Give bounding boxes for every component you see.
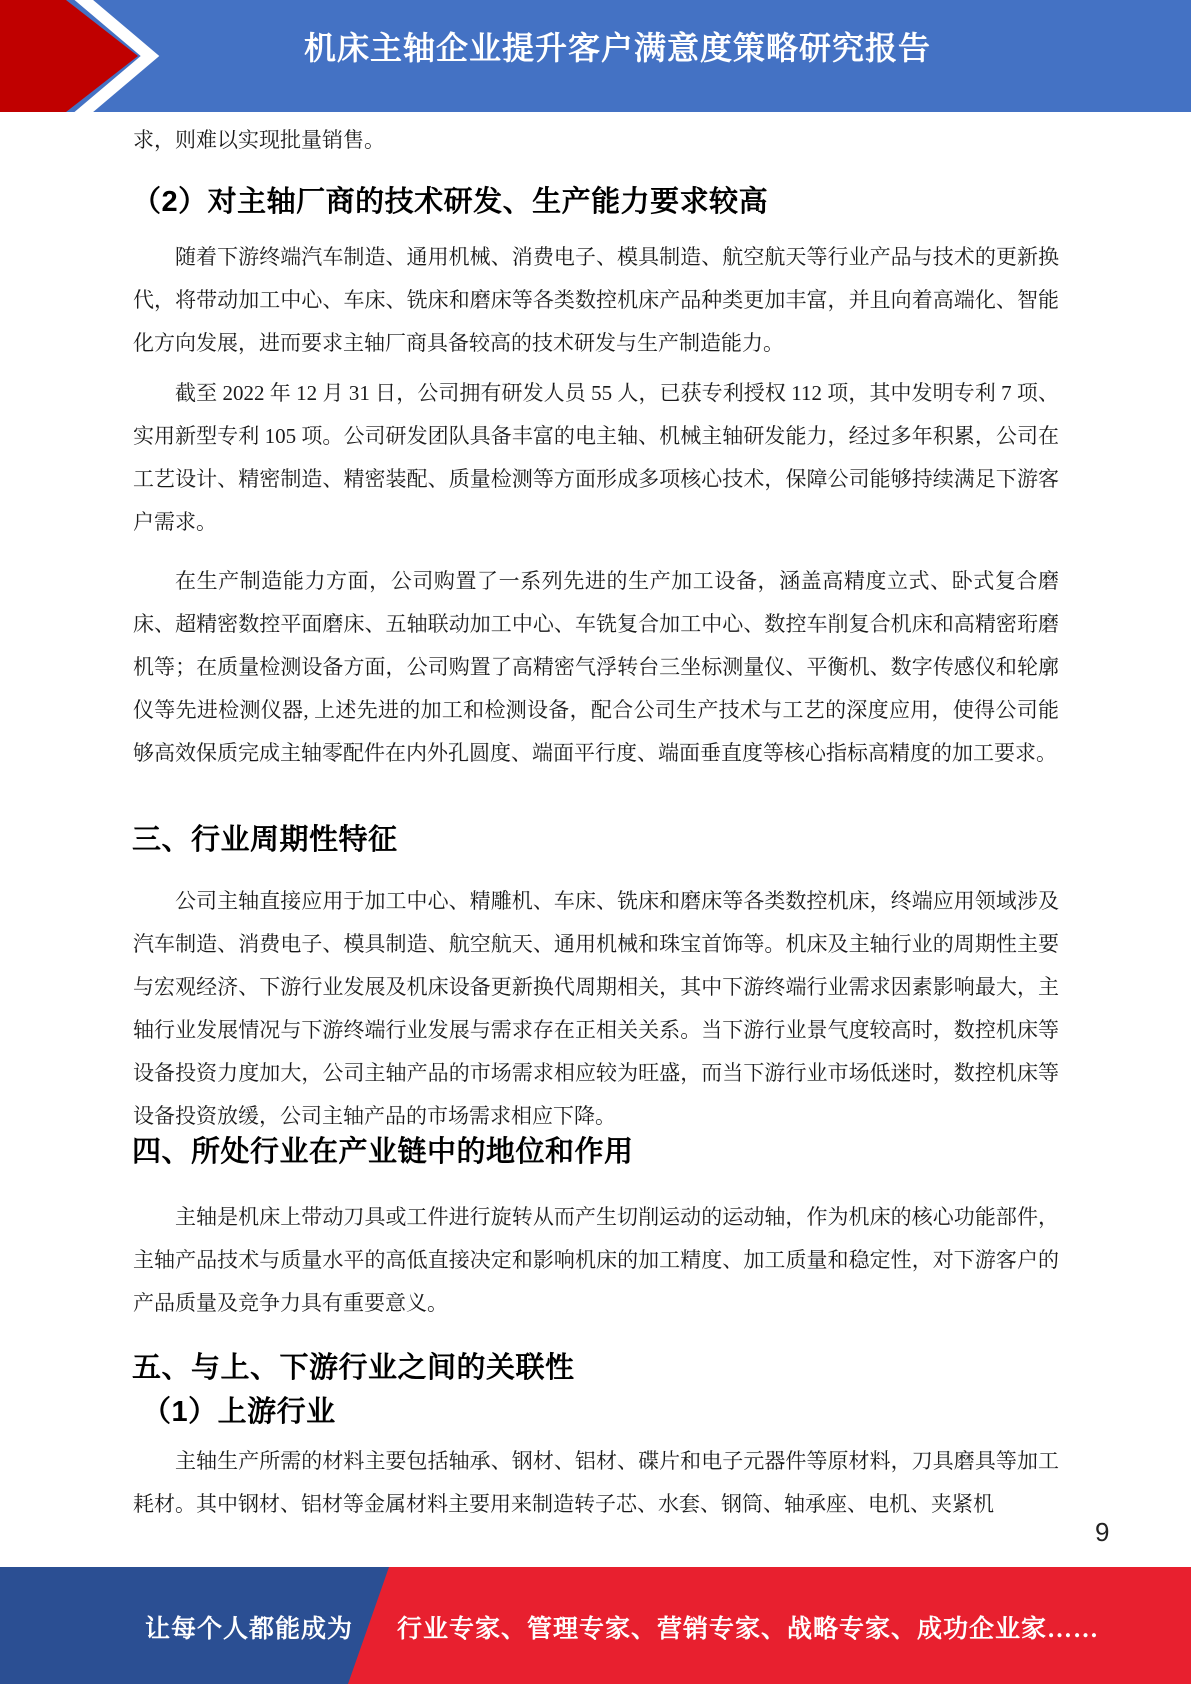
heading-tech-requirements: （2）对主轴厂商的技术研发、生产能力要求较高 [132,186,769,218]
paragraph-industry-chain-position: 主轴是机床上带动刀具或工件进行旋转从而产生切削运动的运动轴，作为机床的核心功能部件，主轴产品技术与质量水平的高低直接决定和影响机床的加工精度、加工质量和稳定性，对下游客户的产品质量及竞争力具有重要意义。 [133,1205,1059,1315]
paragraph-continuation: 求，则难以实现批量销售。 [133,128,385,152]
heading-industry-chain-position: 四、所处行业在产业链中的地位和作用 [132,1136,634,1168]
paragraph-upstream-materials: 主轴生产所需的材料主要包括轴承、钢材、铝材、碟片和电子元器件等原材料，刀具磨具等加工耗材。其中钢材、铝材等金属材料主要用来制造转子芯、水套、钢筒、轴承座、电机、夹紧机 [133,1449,1059,1516]
paragraph-tech-trend: 随着下游终端汽车制造、通用机械、消费电子、模具制造、航空航天等行业产品与技术的更新换代，将带动加工中心、车床、铣床和磨床等各类数控机床产品种类更加丰富，并且向着高端化、智能化方向发展，进而要求主轴厂商具备较高的技术研发与生产制造能力。 [133,245,1059,355]
page-title: 机床主轴企业提升客户满意度策略研究报告 [303,30,931,66]
page-header-banner [0,0,1191,112]
heading-upstream-downstream-relation: 五、与上、下游行业之间的关联性 [132,1352,575,1384]
paragraph-manufacturing-capability: 在生产制造能力方面，公司购置了一系列先进的生产加工设备，涵盖高精度立式、卧式复合磨床、超精密数控平面磨床、五轴联动加工中心、车铣复合加工中心、数控车削复合机床和高精密珩磨机等；在质量检测设备方面，公司购置了高精密气浮转台三坐标测量仪、平衡机、数字传感仪和轮廓仪等先进检测仪器, 上述先进的加工和检测设备，配合公司生产技术与工艺的深度应用，使得公司能够高效保质完成主轴零配件在内外孔圆度、端面平行度、端面垂直度等核心指标高精度的加工要求。 [133,569,1059,765]
footer-slogan-right: 行业专家、管理专家、营销专家、战略专家、成功企业家…… [397,1616,1100,1643]
heading-industry-cyclicality: 三、行业周期性特征 [132,824,398,856]
page-number: 9 [1095,1517,1110,1547]
heading-upstream-industry: （1）上游行业 [142,1396,336,1428]
footer-slogan-left: 让每个人都能成为 [145,1616,354,1643]
paragraph-rnd-capability: 截至 2022 年 12 月 31 日，公司拥有研发人员 55 人，已获专利授权 112 项，其中发明专利 7 项、实用新型专利 105 项。公司研发团队具备丰富的电主轴、机械主轴研发能力，经过多年积累，公司在工艺设计、精密制造、精密装配、质量检测等方面形成多项核心技术，保障公司能够持续满足下游客户需求。 [133,381,1059,534]
page-footer-banner [0,1567,1191,1684]
paragraph-industry-cyclicality: 公司主轴直接应用于加工中心、精雕机、车床、铣床和磨床等各类数控机床，终端应用领域涉及汽车制造、消费电子、模具制造、航空航天、通用机械和珠宝首饰等。机床及主轴行业的周期性主要与宏观经济、下游行业发展及机床设备更新换代周期相关，其中下游终端行业需求因素影响最大，主轴行业发展情况与下游终端行业发展与需求存在正相关关系。当下游行业景气度较高时，数控机床等设备投资力度加大，公司主轴产品的市场需求相应较为旺盛，而当下游行业市场低迷时，数控机床等设备投资放缓，公司主轴产品的市场需求相应下降。 [133,889,1059,1128]
